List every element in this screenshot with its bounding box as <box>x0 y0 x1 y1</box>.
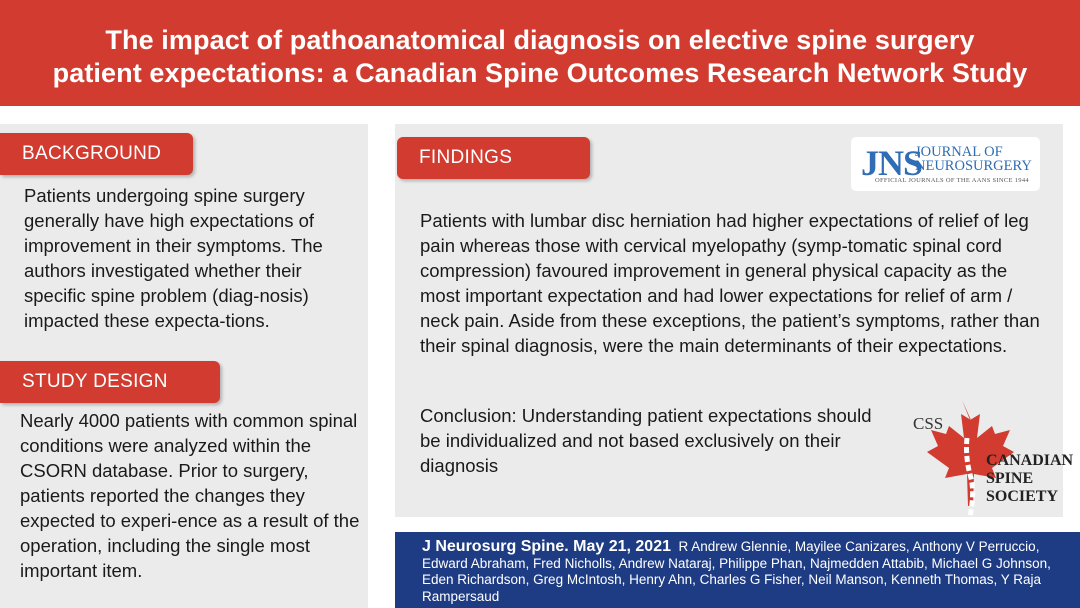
title-banner <box>0 0 1080 106</box>
css-logo-abbrev: CSS <box>913 414 944 433</box>
page-title <box>0 0 1080 90</box>
css-logo-name-line-3: SOCIETY <box>986 488 1059 505</box>
title-line-2: patient expectations: a Canadian Spine Outcomes Research Network Study <box>52 58 1028 88</box>
background-text: Patients undergoing spine surgery generally have high expectations of improvement in their symptoms. The authors investigated whether their specific spine problem (diag-nosis) impacted these expecta-tions. <box>24 185 323 331</box>
background-label: BACKGROUND <box>0 133 193 175</box>
conclusion-text: Conclusion: Understanding patient expectations should be individualized and not based exclusively on their diagnosis <box>420 405 872 476</box>
jns-logo-line-1: JOURNAL OF <box>915 144 1003 160</box>
css-logo-name-line-1: CANADIAN <box>986 452 1074 469</box>
citation-bar <box>395 532 1080 608</box>
study-design-text: Nearly 4000 patients with common spinal conditions were analyzed within the CSORN database. Prior to surgery, patients reported the changes they expected to experi-ence as a result of the operation, including the single most important item. <box>20 410 360 581</box>
findings-text: Patients with lumbar disc herniation had higher expectations of relief of leg pain whereas those with cervical myelopathy (symp-tomatic spinal cord compression) favoured improvement in general physical capacity as the most important expectation and had lower expectations for relief of arm / neck pain. Aside from these exceptions, the patient’s symptoms, rather than their spinal diagnosis, were the main determinants of their expectations. <box>420 210 1040 356</box>
jns-logo-tagline: OFFICIAL JOURNALS OF THE AANS SINCE 1944 <box>875 177 1029 184</box>
css-logo-name <box>986 452 1073 506</box>
findings-label: FINDINGS <box>397 137 590 179</box>
citation-authors: R Andrew Glennie, Mayilee Canizares, Anthony V Perruccio, Edward Abraham, Fred Nicholls, Andrew Nataraj, Philippe Phan, Najmedden Attabib, Michael G Johnson, Eden Richardson, Greg McIntosh, Henry Ahn, Charles G Fisher, Neil Manson, Kenneth Thomas, Y Raja Rampersaud <box>422 539 1051 604</box>
study-design-label: STUDY DESIGN <box>0 361 220 403</box>
jns-logo-mark: JNS <box>861 143 923 183</box>
css-logo-name-line-2: SPINE <box>986 470 1034 487</box>
jns-logo <box>851 137 1040 191</box>
jns-logo-line-2: NEUROSURGERY <box>915 158 1032 174</box>
citation-journal: J Neurosurg Spine. May 21, 2021 <box>422 538 671 555</box>
title-line-1: The impact of pathoanatomical diagnosis on elective spine surgery <box>105 25 975 55</box>
